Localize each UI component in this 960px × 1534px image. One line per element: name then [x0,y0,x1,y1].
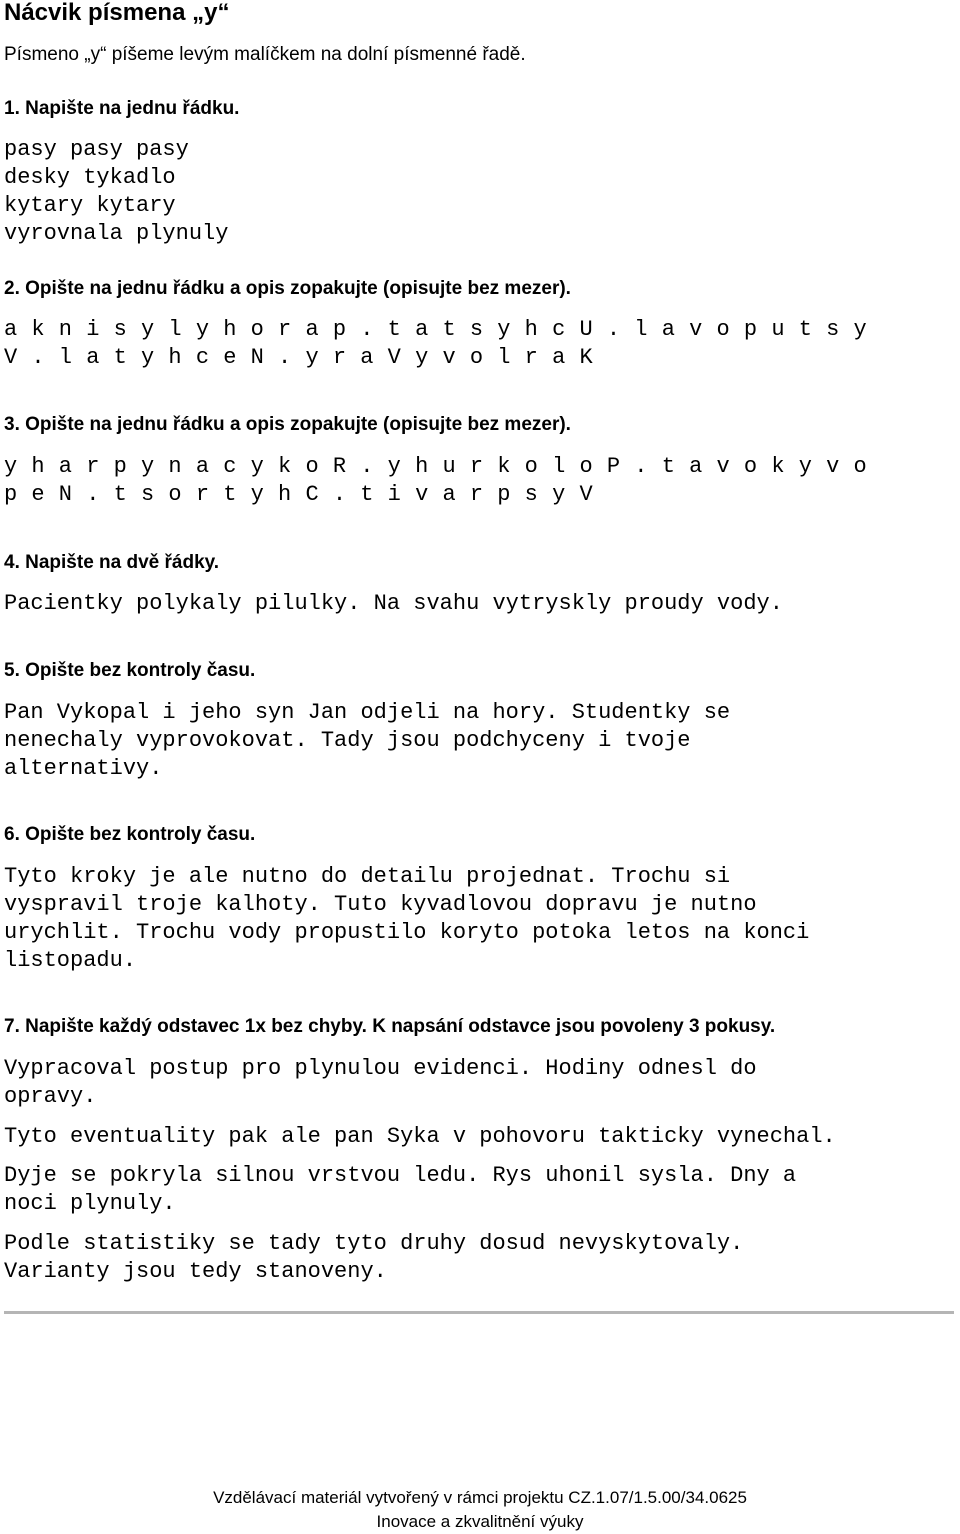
exercise-1-heading: 1. Napište na jednu řádku. [4,98,240,119]
exercise-7-heading: 7. Napište každý odstavec 1x bez chyby. K napsání odstavce jsou povoleny 3 pokusy. [4,1016,776,1037]
footer-divider [4,1311,954,1314]
intro-text: Písmeno „y“ píšeme levým malíčkem na dolní písmenné řadě. [4,44,526,65]
exercise-4-heading: 4. Napište na dvě řádky. [4,552,220,573]
exercise-2-line: V . l a t y h c e N . y r a V y v o l r a K [4,345,594,370]
exercise-4-line: Pacientky polykaly pilulky. Na svahu vytryskly proudy vody. [4,591,783,616]
exercise-1-line: desky tykadlo [4,165,176,190]
exercise-6-line: listopadu. [4,948,137,973]
exercise-1-line: vyrovnala plynuly [4,221,229,246]
exercise-7-paragraph-4-line: Podle statistiky se tady tyto druhy dosud nevyskytovaly. [4,1231,744,1256]
exercise-5-line: nenechaly vyprovokovat. Tady jsou podchyceny i tvoje [4,728,691,753]
exercise-1-line: pasy pasy pasy [4,137,189,162]
exercise-6-line: Tyto kroky je ale nutno do detailu projednat. Trochu si [4,864,731,889]
exercise-7-paragraph-3-line: noci plynuly. [4,1191,176,1216]
exercise-1-line: kytary kytary [4,193,176,218]
exercise-6-heading: 6. Opište bez kontroly času. [4,824,256,845]
exercise-3-line: p e N . t s o r t y h C . t i v a r p s y V [4,482,594,507]
exercise-6-line: vyspravil troje kalhoty. Tuto kyvadlovou dopravu je nutno [4,892,757,917]
footer-project-line: Vzdělávací materiál vytvořený v rámci projektu CZ.1.07/1.5.00/34.0625 [213,1488,747,1507]
exercise-7-paragraph-1-line: opravy. [4,1084,97,1109]
exercise-2-line: a k n i s y l y h o r a p . t a t s y h c U . l a v o p u t s y [4,317,868,342]
exercise-5-line: Pan Vykopal i jeho syn Jan odjeli na hory. Studentky se [4,700,731,725]
exercise-2-heading: 2. Opište na jednu řádku a opis zopakujte (opisujte bez mezer). [4,278,571,299]
exercise-7-paragraph-1-line: Vypracoval postup pro plynulou evidenci. Hodiny odnesl do [4,1056,757,1081]
exercise-7-paragraph-3-line: Dyje se pokryla silnou vrstvou ledu. Rys uhonil sysla. Dny a [4,1163,797,1188]
exercise-3-heading: 3. Opište na jednu řádku a opis zopakujte (opisujte bez mezer). [4,414,571,435]
page-title: Nácvik písmena „y“ [4,0,230,26]
exercise-3-line: y h a r p y n a c y k o R . y h u r k o l o P . t a v o k y v o [4,454,868,479]
exercise-7-paragraph-2-line: Tyto eventuality pak ale pan Syka v pohovoru takticky vynechal. [4,1124,836,1149]
exercise-5-line: alternativy. [4,756,163,781]
footer-subtitle: Inovace a zkvalitnění výuky [376,1512,584,1531]
exercise-5-heading: 5. Opište bez kontroly času. [4,660,256,681]
exercise-6-line: urychlit. Trochu vody propustilo koryto potoka letos na konci [4,920,810,945]
exercise-7-paragraph-4-line: Varianty jsou tedy stanoveny. [4,1259,387,1284]
